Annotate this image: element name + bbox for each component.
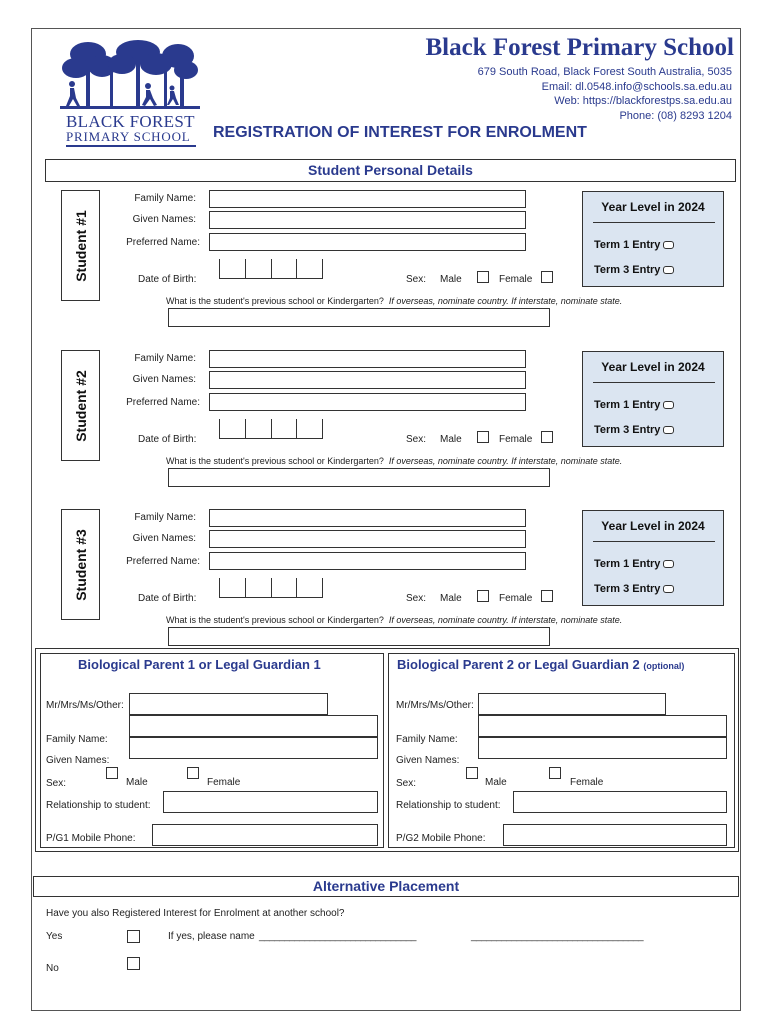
student3-term1[interactable] [594,558,674,570]
alt-question: Have you also Registered Interest for Enrolment at another school? [46,908,345,919]
student1-term3[interactable] [594,264,674,276]
p1-given-names-field[interactable] [129,737,378,759]
parent1-title: Biological Parent 1 or Legal Guardian 1 [78,657,321,672]
student2-dob-label: Date of Birth: [138,434,197,445]
student3-year-level-box [582,510,724,606]
student3-preferred-name-field[interactable] [209,552,526,570]
p1-mobile-field[interactable] [152,824,378,846]
p2-female-checkbox[interactable] [549,767,561,779]
student1-male-label: Male [440,274,462,285]
student2-prev-school-question [166,456,622,466]
p1-male-checkbox[interactable] [106,767,118,779]
student3-male-label: Male [440,593,462,604]
student2-given-names-label: Given Names: [132,374,196,385]
student1-year-rule [593,222,715,223]
parent2-title [397,657,684,672]
student1-term1[interactable] [594,239,674,251]
form-title: REGISTRATION OF INTEREST FOR ENROLMENT [213,124,587,141]
p2-male-label: Male [485,777,507,788]
parent2-title-text: Biological Parent 2 or Legal Guardian 2 [397,657,640,672]
student3-dob-field[interactable] [219,578,323,598]
student2-year-title: Year Level in 2024 [601,360,705,374]
student2-preferred-name-field[interactable] [209,393,526,411]
alt-no-checkbox[interactable] [127,957,140,970]
student1-prev-school-text: What is the student's previous school or Kindergarten? [166,296,384,306]
alternative-section-title: Alternative Placement [33,876,739,897]
student3-prev-school-field[interactable] [168,627,550,646]
p1-relationship-label: Relationship to student: [46,800,151,811]
p1-title-field[interactable] [129,693,328,715]
student1-prev-school-hint: If overseas, nominate country. If interstate, nominate state. [388,296,623,306]
p2-mobile-label: P/G2 Mobile Phone: [396,833,486,844]
p1-mobile-label: P/G1 Mobile Phone: [46,833,136,844]
alt-school-line2[interactable]: __________________________________ [471,931,644,942]
student3-dob-label: Date of Birth: [138,593,197,604]
student1-preferred-name-field[interactable] [209,233,526,251]
student1-dob-field[interactable] [219,259,323,279]
student3-sex-label: Sex: [406,593,427,604]
student3-prev-school-hint: If overseas, nominate country. If interstate, nominate state. [388,615,623,625]
p1-female-label: Female [207,777,241,788]
student2-term1-label: Term 1 Entry [594,399,661,411]
p2-female-label: Female [570,777,604,788]
student3-female-checkbox[interactable] [541,590,553,602]
student3-year-title: Year Level in 2024 [601,519,705,533]
student2-dob-field[interactable] [219,419,323,439]
student3-prev-school-question [166,615,622,625]
student2-female-label: Female [499,434,533,445]
student2-label: Student #2 [72,369,89,442]
school-name: Black Forest Primary School [425,34,734,61]
student1-female-checkbox[interactable] [541,271,553,283]
student1-label: Student #1 [72,209,89,282]
student2-year-rule [593,382,715,383]
student1-year-level-box [582,191,724,287]
p2-title-field[interactable] [478,693,666,715]
student3-given-names-field[interactable] [209,530,526,548]
student2-term3-checkbox[interactable] [663,426,674,434]
p1-title-label: Mr/Mrs/Ms/Other: [46,700,124,711]
student2-prev-school-hint: If overseas, nominate country. If interstate, nominate state. [388,456,623,466]
p1-relationship-field[interactable] [163,791,378,813]
student1-term3-label: Term 3 Entry [594,264,661,276]
student1-family-name-field[interactable] [209,190,526,208]
student3-term1-label: Term 1 Entry [594,558,661,570]
school-address: 679 South Road, Black Forest South Australia, 5035 [477,66,732,78]
student2-sex-label: Sex: [406,434,427,445]
alt-yes-checkbox[interactable] [127,930,140,943]
p2-family-name-field[interactable] [478,715,727,737]
student3-term1-checkbox[interactable] [663,560,674,568]
student2-term3-label: Term 3 Entry [594,424,661,436]
p2-given-names-field[interactable] [478,737,727,759]
student3-family-name-label: Family Name: [134,512,196,523]
logo-text-line1: BLACK FOREST [66,112,195,131]
student2-male-checkbox[interactable] [477,431,489,443]
student2-term1-checkbox[interactable] [663,401,674,409]
school-phone: Phone: (08) 8293 1204 [619,110,732,122]
p2-male-checkbox[interactable] [466,767,478,779]
student1-male-checkbox[interactable] [477,271,489,283]
student2-family-name-label: Family Name: [134,353,196,364]
p1-male-label: Male [126,777,148,788]
student3-male-checkbox[interactable] [477,590,489,602]
student1-sex-label: Sex: [406,274,427,285]
p2-mobile-field[interactable] [503,824,727,846]
student1-prev-school-question [166,296,622,306]
student1-given-names-label: Given Names: [132,214,196,225]
logo-underline [66,145,196,147]
student1-year-title: Year Level in 2024 [601,200,705,214]
logo-text-line2: PRIMARY SCHOOL [66,129,191,144]
student2-term1[interactable] [594,399,674,411]
p1-family-name-field[interactable] [129,715,378,737]
student1-family-name-label: Family Name: [134,193,196,204]
student1-term1-label: Term 1 Entry [594,239,661,251]
student2-year-level-box [582,351,724,447]
school-email: Email: dl.0548.info@schools.sa.edu.au [541,81,732,93]
student2-family-name-field[interactable] [209,350,526,368]
student2-prev-school-field[interactable] [168,468,550,487]
p2-relationship-field[interactable] [513,791,727,813]
p2-given-names-label: Given Names: [396,755,460,766]
p1-family-name-label: Family Name: [46,734,108,745]
parent2-optional: (optional) [643,661,685,671]
student2-term3[interactable] [594,424,674,436]
student2-female-checkbox[interactable] [541,431,553,443]
alt-no-label: No [46,963,59,974]
p1-given-names-label: Given Names: [46,755,110,766]
p2-title-label: Mr/Mrs/Ms/Other: [396,700,474,711]
student3-given-names-label: Given Names: [132,533,196,544]
student1-dob-label: Date of Birth: [138,274,197,285]
student2-given-names-field[interactable] [209,371,526,389]
student3-prev-school-text: What is the student's previous school or Kindergarten? [166,615,384,625]
alt-yes-label: Yes [46,931,63,942]
p2-sex-label: Sex: [396,778,417,789]
student2-male-label: Male [440,434,462,445]
student3-term3-checkbox[interactable] [663,585,674,593]
student3-family-name-field[interactable] [209,509,526,527]
student3-female-label: Female [499,593,533,604]
school-web: Web: https://blackforestps.sa.edu.au [554,95,732,107]
student1-term3-checkbox[interactable] [663,266,674,274]
student3-year-rule [593,541,715,542]
school-logo-icon [60,38,200,112]
student1-preferred-name-label: Preferred Name: [126,237,200,248]
student-section-title: Student Personal Details [45,159,736,182]
student3-label: Student #3 [72,528,89,601]
student1-prev-school-field[interactable] [168,308,550,327]
p1-sex-label: Sex: [46,778,67,789]
student3-term3[interactable] [594,583,674,595]
student1-female-label: Female [499,274,533,285]
alt-school-line1[interactable]: _______________________________ [259,931,416,942]
p1-female-checkbox[interactable] [187,767,199,779]
student1-term1-checkbox[interactable] [663,241,674,249]
student3-term3-label: Term 3 Entry [594,583,661,595]
student2-preferred-name-label: Preferred Name: [126,397,200,408]
student3-preferred-name-label: Preferred Name: [126,556,200,567]
student2-prev-school-text: What is the student's previous school or Kindergarten? [166,456,384,466]
p2-family-name-label: Family Name: [396,734,458,745]
p2-relationship-label: Relationship to student: [396,800,501,811]
alt-if-yes-label: If yes, please name [168,931,255,942]
student1-given-names-field[interactable] [209,211,526,229]
